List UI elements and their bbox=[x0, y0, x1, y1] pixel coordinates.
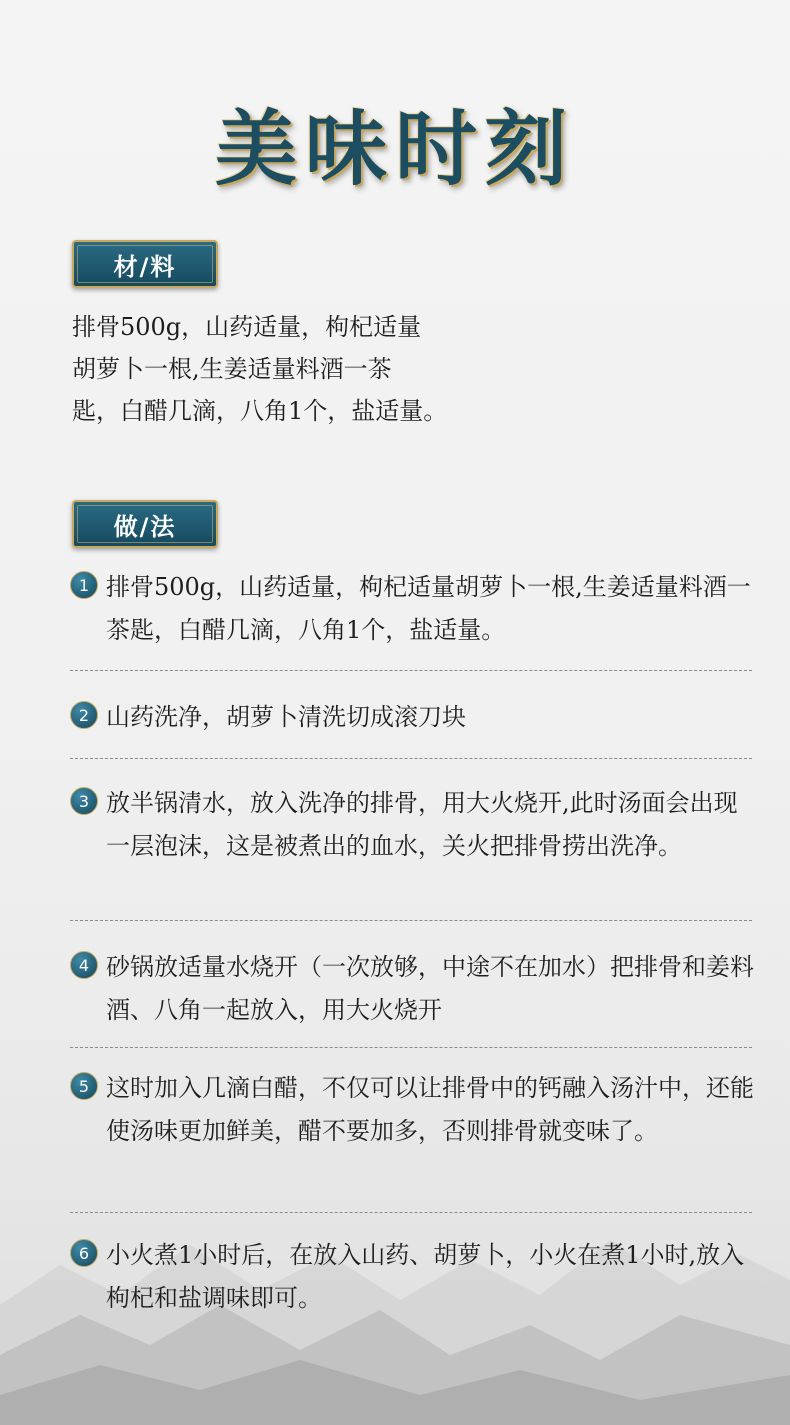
divider bbox=[70, 920, 752, 921]
divider bbox=[70, 1047, 752, 1048]
step-text: 砂锅放适量水烧开（一次放够，中途不在加水）把排骨和姜料酒、八角一起放入，用大火烧开 bbox=[106, 953, 754, 1024]
ingredients-line: 匙，白醋几滴，八角1个，盐适量。 bbox=[72, 397, 448, 425]
step-number-badge: 1 bbox=[70, 571, 98, 599]
step-number-badge: 2 bbox=[70, 701, 98, 729]
divider bbox=[70, 758, 752, 759]
page-title: 美味时刻 bbox=[214, 101, 575, 197]
ingredients-badge: 材/料 bbox=[72, 240, 218, 288]
method-step-4 bbox=[70, 946, 760, 1032]
method-step-6 bbox=[70, 1234, 760, 1320]
method-step-5 bbox=[70, 1067, 760, 1153]
step-number-badge: 5 bbox=[70, 1072, 98, 1100]
ingredients-line: 胡萝卜一根,生姜适量料酒一茶 bbox=[72, 355, 392, 383]
method-step-3 bbox=[70, 782, 760, 868]
method-badge: 做/法 bbox=[72, 500, 218, 548]
ingredients-list bbox=[72, 306, 512, 432]
ingredients-line: 排骨500g，山药适量，枸杞适量 bbox=[72, 313, 422, 341]
step-number-badge: 3 bbox=[70, 787, 98, 815]
step-text: 排骨500g，山药适量，枸杞适量胡萝卜一根,生姜适量料酒一茶匙，白醋几滴，八角1个，盐适量。 bbox=[106, 573, 751, 644]
method-step-2 bbox=[70, 696, 760, 739]
step-number-badge: 6 bbox=[70, 1239, 98, 1267]
step-number-badge: 4 bbox=[70, 951, 98, 979]
step-text: 山药洗净，胡萝卜清洗切成滚刀块 bbox=[106, 703, 466, 731]
step-text: 这时加入几滴白醋，不仅可以让排骨中的钙融入汤汁中，还能使汤味更加鲜美，醋不要加多，否则排骨就变味了。 bbox=[106, 1074, 754, 1145]
divider bbox=[70, 1212, 752, 1213]
method-step-1 bbox=[70, 566, 760, 652]
divider bbox=[70, 670, 752, 671]
step-text: 小火煮1小时后，在放入山药、胡萝卜，小火在煮1小时,放入枸杞和盐调味即可。 bbox=[106, 1241, 745, 1312]
step-text: 放半锅清水，放入洗净的排骨，用大火烧开,此时汤面会出现一层泡沫，这是被煮出的血水，关火把排骨捞出洗净。 bbox=[106, 789, 738, 860]
